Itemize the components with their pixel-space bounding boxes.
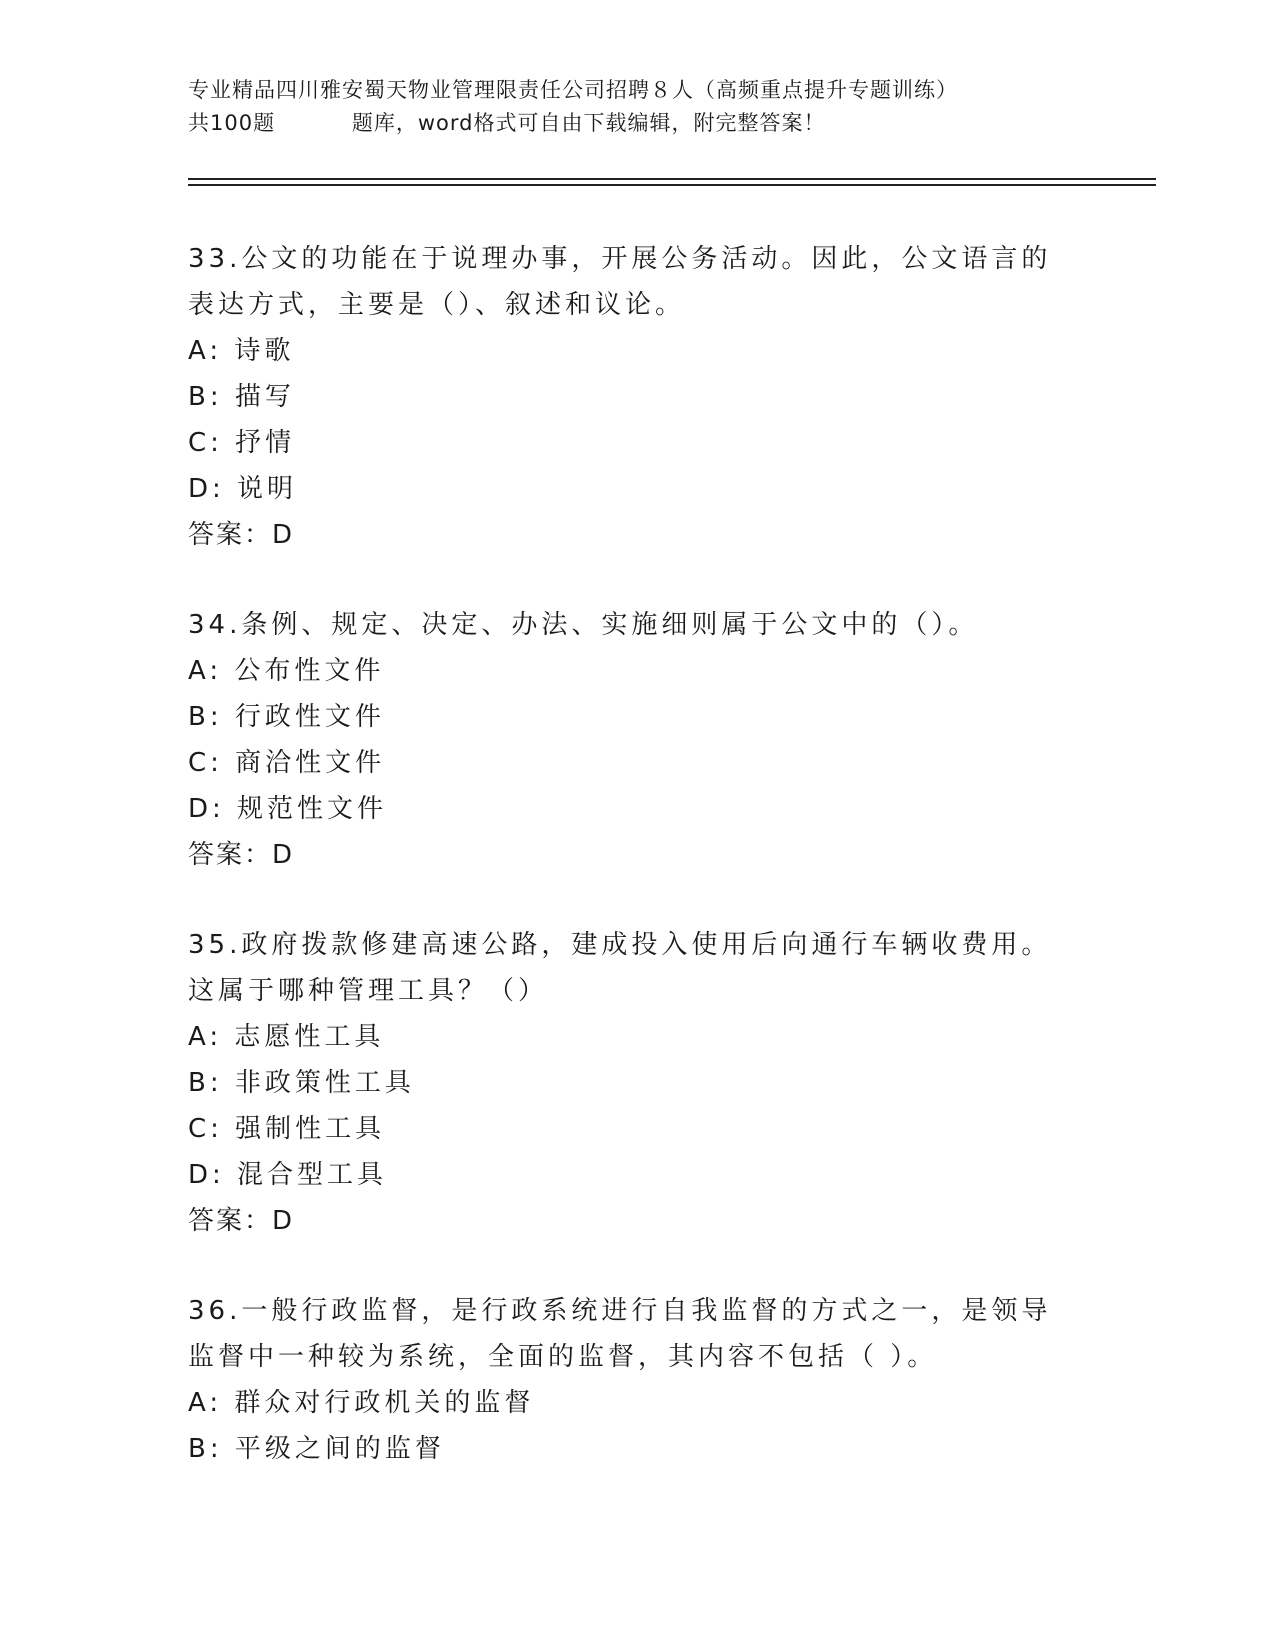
answer: 答案：D bbox=[188, 840, 295, 870]
option-b: B: 行政性文件 bbox=[188, 702, 385, 732]
option-b: B: 平级之间的监督 bbox=[188, 1434, 445, 1464]
option-a: A: 公布性文件 bbox=[188, 656, 385, 686]
option-d: D: 规范性文件 bbox=[188, 794, 388, 824]
option-a: A: 诗歌 bbox=[188, 336, 295, 366]
question-stem: 36.一般行政监督，是行政系统进行自我监督的方式之一，是领导监督中一种较为系统，全面的监督，其内容不包括（ ）。 bbox=[188, 1296, 1052, 1372]
question-35 bbox=[188, 922, 1068, 1244]
option-b: B: 非政策性工具 bbox=[188, 1068, 415, 1098]
question-36 bbox=[188, 1288, 1068, 1472]
question-34 bbox=[188, 602, 1068, 878]
answer: 答案：D bbox=[188, 520, 295, 550]
header-divider-bottom bbox=[188, 184, 1156, 186]
option-d: D: 混合型工具 bbox=[188, 1160, 388, 1190]
header-divider-top bbox=[188, 178, 1156, 180]
header-title: 专业精品四川雅安蜀天物业管理限责任公司招聘８人（高频重点提升专题训练） bbox=[188, 78, 958, 102]
option-d: D: 说明 bbox=[188, 474, 298, 504]
question-33 bbox=[188, 236, 1068, 558]
document-header bbox=[188, 74, 1088, 140]
option-c: C: 抒情 bbox=[188, 428, 296, 458]
option-c: C: 商洽性文件 bbox=[188, 748, 386, 778]
answer: 答案：D bbox=[188, 1206, 295, 1236]
question-list bbox=[188, 236, 1068, 1516]
option-a: A: 群众对行政机关的监督 bbox=[188, 1388, 535, 1418]
question-stem: 34.条例、规定、决定、办法、实施细则属于公文中的（）。 bbox=[188, 610, 979, 640]
option-c: C: 强制性工具 bbox=[188, 1114, 386, 1144]
question-stem: 33.公文的功能在于说理办事，开展公务活动。因此，公文语言的表达方式，主要是（）、叙述和议论。 bbox=[188, 244, 1052, 320]
option-b: B: 描写 bbox=[188, 382, 295, 412]
question-stem: 35.政府拨款修建高速公路，建成投入使用后向通行车辆收费用。这属于哪种管理工具？（） bbox=[188, 930, 1052, 1006]
header-subtitle: 共100题 题库，word格式可自由下载编辑，附完整答案！ bbox=[188, 111, 826, 135]
option-a: A: 志愿性工具 bbox=[188, 1022, 385, 1052]
